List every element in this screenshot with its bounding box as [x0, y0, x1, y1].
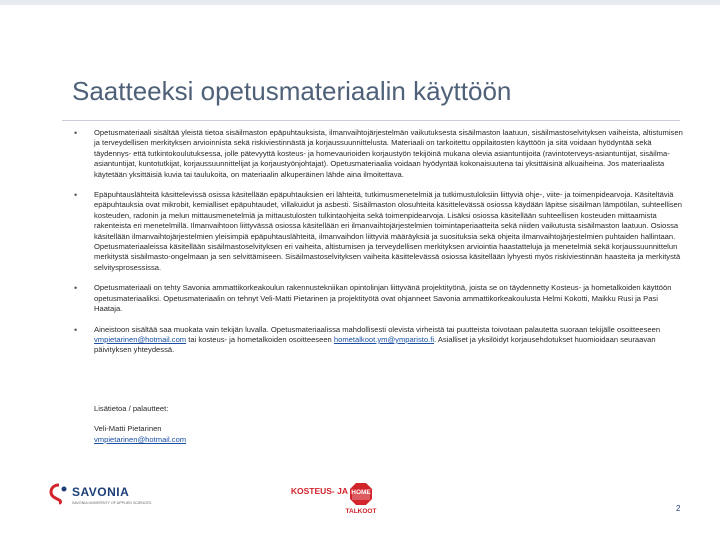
bullet-marker-icon: •	[74, 128, 78, 138]
savonia-mark-icon	[48, 483, 70, 505]
contact-heading: Lisätietoa / palautteet:	[94, 404, 169, 413]
feedback-text-after: . Asialliset ja yksilöidyt korjausehdotukset huomioidaan seuraavan päivityksen yhteydessä.	[94, 334, 656, 355]
savonia-subtitle: SAVONIA UNIVERSITY OF APPLIED SCIENCES	[72, 501, 152, 505]
contact-block	[94, 404, 186, 445]
feedback-text-before: Aineistoon sisältää saa muokata vain tekijän luvalla. Opetusmateriaalissa mahdollisesti olevista virheistä tai puutteista toivotaan palautetta suoraan tekijälle osoitteeseen	[94, 324, 661, 334]
bullet-text-authors: Opetusmateriaali on tehty Savonia ammattikorkeakoulun rakennustekniikan opintolinjan liittyvänä projektityönä, joista se on täydennetty Kosteus- ja hometalkoiden käyttöön opetusmateriaaliksi. Opetusmateriaalin on tehnyt Veli-Matti Pietarinen ja projektityötä ovat ohjanneet Savonia ammattikorkeakoulusta Helmi Kokotti, Maikku Rusi ja Pasi Haataja.	[94, 283, 672, 314]
top-accent-rule	[0, 0, 720, 5]
bullet-item	[72, 283, 684, 314]
bullet-marker-icon: •	[74, 283, 78, 294]
bullet-item	[72, 325, 684, 356]
author-email-link[interactable]: vmpietarinen@hotmail.com	[94, 334, 187, 344]
bullet-text-feedback	[94, 325, 684, 356]
title-divider	[62, 120, 680, 121]
bullet-marker-icon: •	[74, 324, 78, 335]
savonia-wordmark: SAVONIA	[72, 485, 130, 499]
logo-text-bottom: TALKOOT	[345, 508, 377, 515]
bullet-text-overview: Opetusmateriaali sisältää yleistä tietoa sisäilmaston epäpuhtauksista, ilmanvaihtojärjestelmän vaikutuksesta sisäilmaston laatuun, sisäilmastoselvityksen vaiheista, altistumisen ja terveydellisen merkityksen arvioinnista sekä riskiviestinnästä ja korjaussuunnittelusta. Materiaali on tarkoitettu oppilaitosten käyttöön ja sitä voidaan hyödyntää sekä täydennys- että tutkintokoulutuksessa, jolle pätevyyttä kosteus- ja homevaurioiden korjaustyön tekijöinä mukana olevia asiantuntijoita (ravintoterveys-asiantuntijat, sisäilma-asiantuntijat, kuntotutkijat, korjaussuunnittelijat ja korjaustyönjohtajat). Opetusmateriaalia voidaan hyödyntää kokonaisuutena tai yksittäisinä alkuaiheina. Jos materiaalista käytetään yksittäisiä kuvia tai taulukoita, on materiaalin alkuperäinen lähde aina ilmoitettava.	[94, 128, 683, 179]
hometalkoot-email-link[interactable]: hometalkoot.ym@ymparisto.fi	[333, 334, 435, 344]
bullet-text-contents: Epäpuhtauslähteitä käsittelevissä osissa käsitellään epäpuhtauksien eri lähteitä, tutkimusmenetelmiä ja tutkimustuloksiin liittyviä ohje-, viite- ja toimenpidearvoja. Käsiteltäviä epäpuhtauksia ovat mikrobit, kemialliset epäpuhtaudet, villakuidut ja asbesti. Sisäilmaston olosuhteita käsittelevässä osiossa käydään läpitse sisäilman lämpötilan, suhteellisen kosteuden, radonin ja melun mittausmenetelmiä ja mittaustulosten tulkintaohjeita sekä toimenpidearvoja. Lisäksi osiossa käsitellään suhteellisen kosteuden mittaamista rakenteista eri menetelmillä. Ilmanvaihtoon liittyvässä osiossa käsitellään eri ilmanvaihtojärjestelmien toimintaperiaatteita sekä niiden vaikutusta sisäilmaston laatuun. Osiossa käsitellään ilmanvaihtojärjestelmien yleisimpiä epäpuhtauslähteitä, ilmanvaihdon liittyviä määräyksiä ja suosituksia sekä ohjeita ilmanvaihtojärjestelmien puhtaiden hallintaan. Opetusmateriaaleissa käsitellään sisäilmastoselvityksen eri vaiheita, altistumisen ja terveydellisen merkityksen arviointia haastatteluja ja menetelmiä sekä korjaussuunnittelun merkitystä sisäilmasto-ongelmaan ja sen selvittämiseen. Sisäilmastoselvityksen vaiheita käsittelevässä osiossa käsitellään lyhyesti myös riskiviestinnän haasteita ja merkitystä selvitysprosessissa.	[94, 190, 682, 272]
kosteus-ja-hometalkoot-logo	[290, 480, 406, 516]
logo-text-home: HOME	[351, 489, 371, 496]
feedback-text-middle: tai kosteus- ja hometalkoiden osoitteeseen	[186, 334, 334, 344]
logo-text-left: KOSTEUS- JA	[290, 486, 348, 496]
contact-name: Veli-Matti Pietarinen	[94, 424, 162, 434]
savonia-logo	[48, 483, 168, 523]
bullet-item	[72, 128, 684, 180]
contact-email-link[interactable]: vmpietarinen@hotmail.com	[94, 434, 187, 444]
bullet-list	[72, 128, 684, 366]
bullet-item	[72, 190, 684, 273]
page-number: 2	[676, 504, 681, 513]
slide-title: Saatteeksi opetusmateriaalin käyttöön	[72, 76, 512, 106]
bullet-marker-icon: •	[74, 190, 78, 201]
